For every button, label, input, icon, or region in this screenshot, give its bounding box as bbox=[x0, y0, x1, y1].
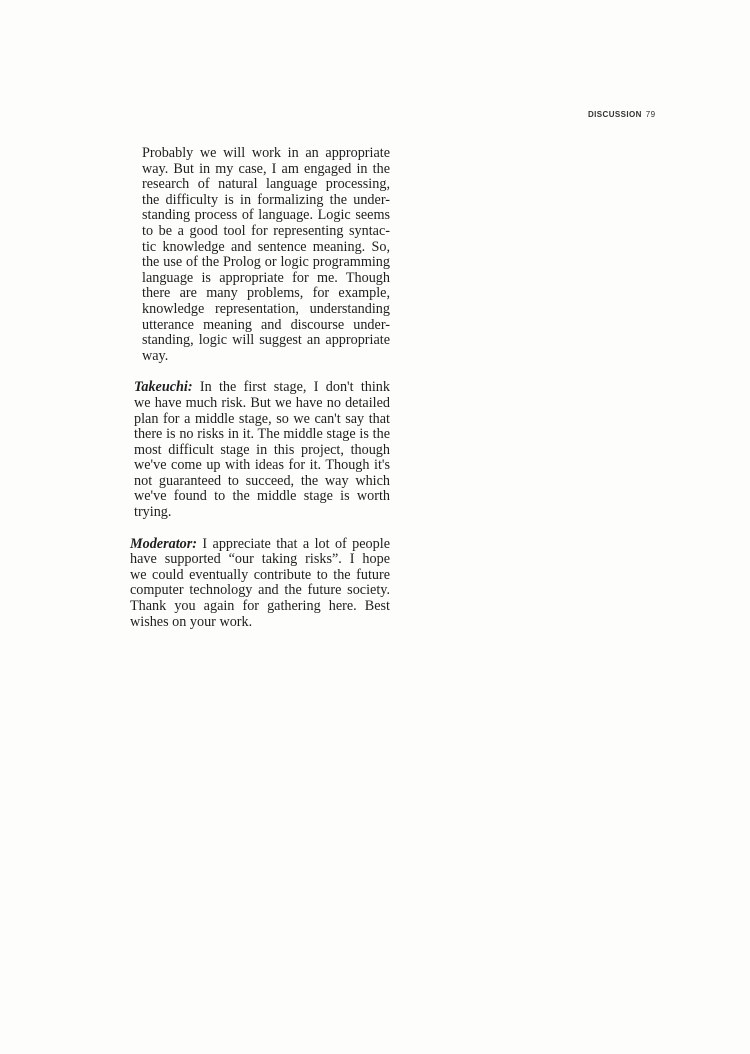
text-line: utterance meaning and discourse under- bbox=[142, 316, 390, 333]
text-line: there are many problems, for example, bbox=[142, 285, 390, 302]
text-line: computer technology and the future society. bbox=[130, 582, 390, 599]
text-line: the use of the Prolog or logic programming bbox=[142, 254, 390, 271]
paragraph-3 bbox=[128, 537, 390, 631]
text-line: most difficult stage in this project, though bbox=[134, 441, 390, 458]
text-line: research of natural language processing, bbox=[142, 176, 390, 193]
text-line: we have much risk. But we have no detailed bbox=[134, 394, 390, 411]
text-line: knowledge representation, understanding bbox=[142, 300, 390, 317]
text-line: the difficulty is in formalizing the under- bbox=[142, 191, 390, 208]
speaker-name: Moderator: bbox=[130, 535, 197, 552]
text-line: to be a good tool for representing syntac- bbox=[142, 222, 390, 239]
text-line: trying. bbox=[134, 504, 172, 521]
text-line: way. But in my case, I am engaged in the bbox=[142, 160, 390, 177]
text-line: standing process of language. Logic seems bbox=[142, 207, 390, 224]
text-line: wishes on your work. bbox=[130, 613, 253, 630]
text-column bbox=[128, 146, 390, 646]
text-line: we've come up with ideas for it. Though it's bbox=[134, 457, 390, 474]
text-fragment: I appreciate that a lot of people bbox=[197, 535, 390, 552]
text-line: Probably we will work in an appropriate bbox=[142, 145, 390, 161]
text-line: not guaranteed to succeed, the way which bbox=[134, 472, 390, 489]
paragraph-1 bbox=[128, 146, 390, 364]
text-line: plan for a middle stage, so we can't say that bbox=[134, 410, 390, 427]
paragraph-2 bbox=[128, 380, 390, 520]
text-line: have supported “our taking risks”. I hope bbox=[130, 551, 390, 568]
running-head-label: DISCUSSION bbox=[588, 110, 642, 119]
text-line: language is appropriate for me. Though bbox=[142, 269, 390, 286]
text-line: there is no risks in it. The middle stage is the bbox=[134, 426, 390, 443]
text-line: Thank you again for gathering here. Best bbox=[130, 598, 390, 615]
page-number: 79 bbox=[645, 110, 656, 119]
text-line: we could eventually contribute to the future bbox=[130, 566, 390, 583]
speaker-name: Takeuchi: bbox=[134, 379, 193, 396]
text-line: standing, logic will suggest an appropriate bbox=[142, 332, 390, 349]
text-line: tic knowledge and sentence meaning. So, bbox=[142, 238, 390, 255]
text-line bbox=[134, 380, 390, 396]
text-fragment: In the first stage, I don't think bbox=[192, 379, 390, 396]
text-line: we've found to the middle stage is worth bbox=[134, 488, 390, 505]
text-line bbox=[130, 537, 390, 553]
running-head bbox=[588, 110, 656, 119]
text-line: way. bbox=[142, 347, 169, 364]
